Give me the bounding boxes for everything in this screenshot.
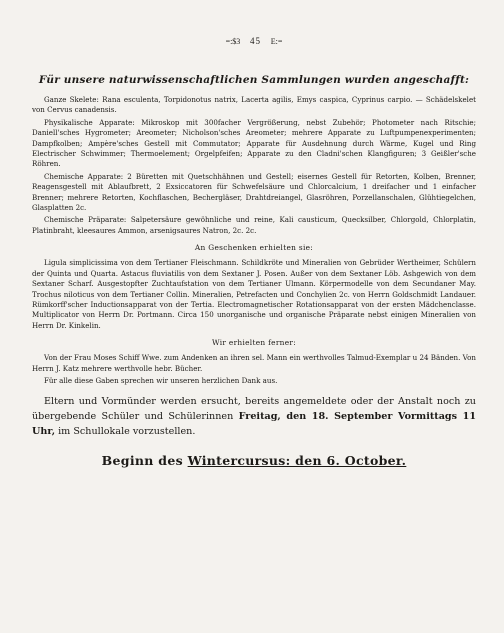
gifts-text: Ligula simplicissima von dem Tertianer Fleischmann. Schildkröte und Mineralien von Gebrüder Wertheimer, Schülern der Quinta und Quarta. Astacus fluviatilis von dem Sextaner J. Posen. Außer von dem Sextaner Löb. Ashgewich von dem Sextaner Scharf. Ausgestopfter Zuchtaufstation von dem Tertianer Ulmann. Körpermodelle von dem Secundaner May. Trochus niloticus von dem Tertianer Collin. Mineralien, Petrefacten und Conchylien 2c. von Herrn Goldschmidt Landauer. Rümkorff'scher Inductionsapparat von der Tertia. Electromagnetischer Rotationsapparat von der ersten Mädchenclasse. Multiplicator von Herrn Dr. Portmann. Circa 150 unorganische und organische Präparate nebst einigen Mineralien von Herrn Dr. Kinkelin. [32,258,476,330]
paragraph-physikalische: Physikalische Apparate: Mikroskop mit 300facher Vergrößerung, nebst Zubehör; Photometer nach Ritschie; Daniell'sches Hygrometer; Areometer; Nicholson'sches Areometer; mehrere Apparate zu Luftpumpenexperimenten; Dampfkolben; Ampère'sches Gestell mit Commutator; Apparate für Ausdehnung durch Wärme, Kugel und Ring Electrischer Schwimmer; Thermoelement; Orgelpfeifen; Apparate zu den Cladni'schen Klangfiguren; 3 Geißler'sche Röhren. [32,117,476,169]
notice-date: Freitag, den 18. September Vormittags 11 Uhr, [32,411,477,438]
gifts-heading: An Geschenken erhielten sie: [194,243,314,253]
further-text: Von der Frau Moses Schiff Wwe. zum Andenken an ihren sel. Mann ein werthvolles Talmud-Exemplar u 24 Bänden. Von Herrn J. Katz mehrere werthvolle hebr. Bücher. [32,353,476,373]
notice-text-2: im Schullokale vorzustellen. [58,426,196,438]
ornament-left: =:$3 [225,37,241,46]
beginn-line [32,453,476,468]
paragraph-chemische-apparate: Chemische Apparate: 2 Büretten mit Quetschhähnen und Gestell; eisernes Gestell für Retorten, Kolben, Brenner, Reagensgestell mit Ablaufbrett, 2 Exsiccatoren für Schwefelsäure und Chlorcalcium, 1 dreifacher und 1 einfacher Brenner; mehrere Retorten, Kochflaschen, Bechergläser, Drahtdreiangel, Glasröhren, Porzellanschalen, Glühtiegelchen, Glasplatten 2c. [32,171,476,213]
paragraph-skelete: Ganze Skelete: Rana esculenta, Torpidonotus natrix, Lacerta agilis, Emys caspica, Cyprinus carpio. — Schädelskelet von Cervus canadensis. [32,95,476,115]
page-header [32,36,476,46]
paragraph-chemische-praeparate: Chemische Präparate: Salpetersäure gewöhnliche und reine, Kali causticum, Quecksilber, Chlorgold, Chlorplatin, Platinbraht, kleesaures Ammon, arsenigsaures Natron, 2c. 2c. [32,215,476,235]
beginn-date: Wintercursus: den 6. October. [187,453,407,469]
thanks-text: Für alle diese Gaben sprechen wir unseren herzlichen Dank aus. [44,375,278,385]
further-heading: Wir erhielten ferner: [211,338,297,348]
ornament-right: E:= [270,37,283,46]
section-title: Für unsere naturwissenschaftlichen Sammlungen wurden angeschafft: [38,74,470,86]
page-number: 45 [250,36,262,46]
notice-text-1: Eltern und Vormünder werden ersucht, bereits angemeldete oder der Anstalt noch zu übergebende Schüler und Schülerinnen [32,396,476,423]
notice-paragraph [32,394,476,439]
beginn-prefix: Beginn des [101,453,183,469]
